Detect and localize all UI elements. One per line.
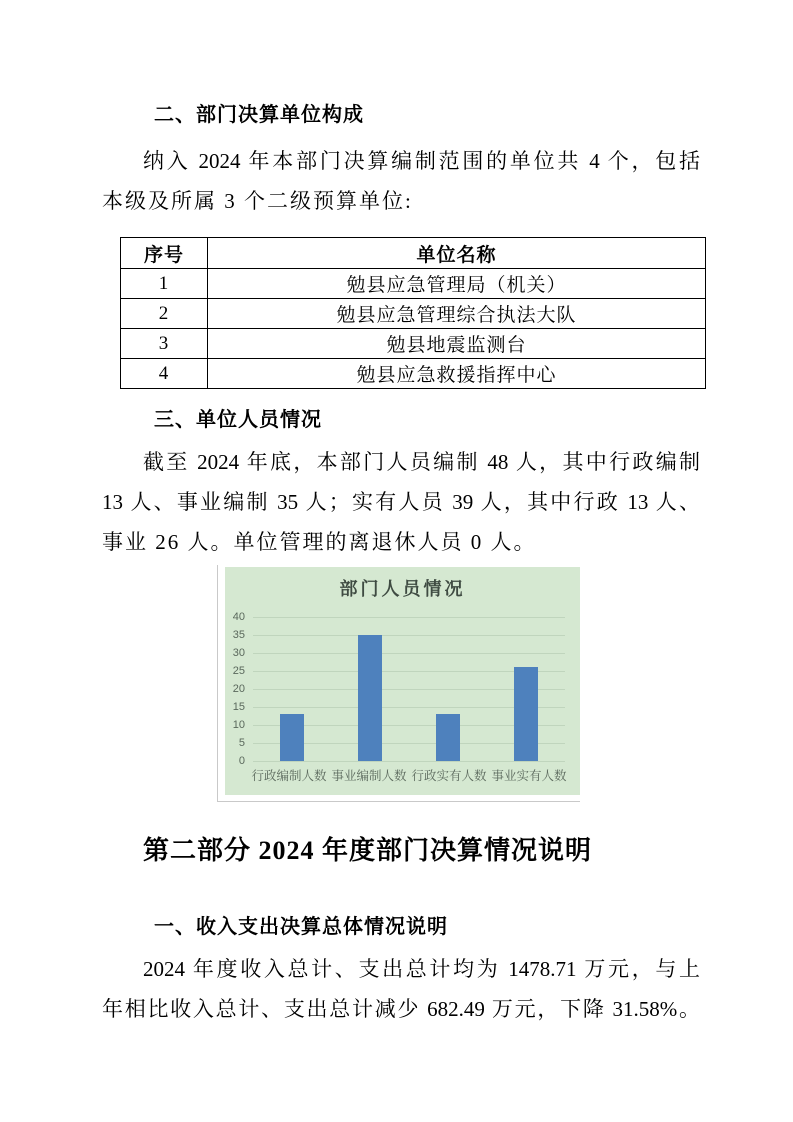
section-heading-unit-composition: 二、部门决算单位构成 [154, 104, 364, 126]
x-axis-label: 事业实有人数 [491, 769, 567, 783]
y-tick-label: 35 [232, 629, 245, 641]
row-index: 4 [121, 359, 208, 389]
paragraph-line: 截至 2024 年底，本部门人员编制 48 人，其中行政编制 [143, 450, 700, 474]
units-table [120, 237, 706, 389]
table-header-row [121, 238, 706, 269]
chart-bars [253, 617, 565, 761]
row-index: 2 [121, 299, 208, 329]
bar-行政编制人数 [280, 714, 304, 761]
paragraph-line: 本级及所属 3 个二级预算单位: [102, 189, 413, 213]
y-tick-label: 40 [232, 611, 245, 623]
paragraph-line: 13 人、事业编制 35 人；实有人员 39 人，其中行政 13 人、 [102, 490, 700, 514]
personnel-paragraph [102, 442, 700, 562]
paragraph-line: 年相比收入总计、支出总计减少 682.49 万元，下降 31.58%。 [102, 997, 700, 1021]
bar-slot [487, 617, 565, 761]
table-row [121, 299, 706, 329]
unit-name: 勉县应急管理局（机关） [208, 269, 706, 299]
bar-slot [409, 617, 487, 761]
chart-y-axis [225, 611, 248, 767]
y-tick-label: 5 [238, 737, 245, 749]
table-row [121, 329, 706, 359]
table-row [121, 269, 706, 299]
bar-slot [331, 617, 409, 761]
y-tick-label: 10 [232, 719, 245, 731]
row-index: 1 [121, 269, 208, 299]
paragraph-line: 2024 年度收入总计、支出总计均为 1478.71 万元，与上 [143, 957, 700, 981]
column-header-index: 序号 [121, 238, 208, 269]
bar-事业编制人数 [358, 635, 382, 761]
chart-title: 部门人员情况 [339, 579, 466, 599]
personnel-chart [217, 565, 580, 802]
row-index: 3 [121, 329, 208, 359]
bar-事业实有人数 [514, 667, 538, 761]
bar-slot [253, 617, 331, 761]
unit-composition-paragraph [102, 141, 700, 221]
x-axis-label: 行政实有人数 [411, 769, 487, 783]
bar-行政实有人数 [436, 714, 460, 761]
unit-name: 勉县地震监测台 [208, 329, 706, 359]
column-header-unit-name: 单位名称 [208, 238, 706, 269]
paragraph-line: 事业 26 人。单位管理的离退休人员 0 人。 [102, 530, 537, 554]
y-tick-label: 20 [232, 683, 245, 695]
y-tick-label: 15 [232, 701, 245, 713]
x-axis-label: 行政编制人数 [251, 769, 327, 783]
revenue-expenditure-paragraph [102, 949, 700, 1029]
y-tick-label: 30 [232, 647, 245, 659]
y-tick-label: 0 [238, 755, 245, 767]
chart-canvas [225, 567, 580, 795]
part2-title: 第二部分 2024 年度部门决算情况说明 [143, 836, 593, 865]
section-heading-personnel: 三、单位人员情况 [154, 409, 322, 431]
paragraph-line: 纳入 2024 年本部门决算编制范围的单位共 4 个，包括 [143, 149, 700, 173]
section-heading-revenue-expenditure: 一、收入支出决算总体情况说明 [154, 916, 448, 938]
y-tick-label: 25 [232, 665, 245, 677]
table-row [121, 359, 706, 389]
unit-name: 勉县应急救援指挥中心 [208, 359, 706, 389]
chart-x-axis-labels [249, 766, 569, 784]
unit-name: 勉县应急管理综合执法大队 [208, 299, 706, 329]
x-axis-label: 事业编制人数 [331, 769, 407, 783]
